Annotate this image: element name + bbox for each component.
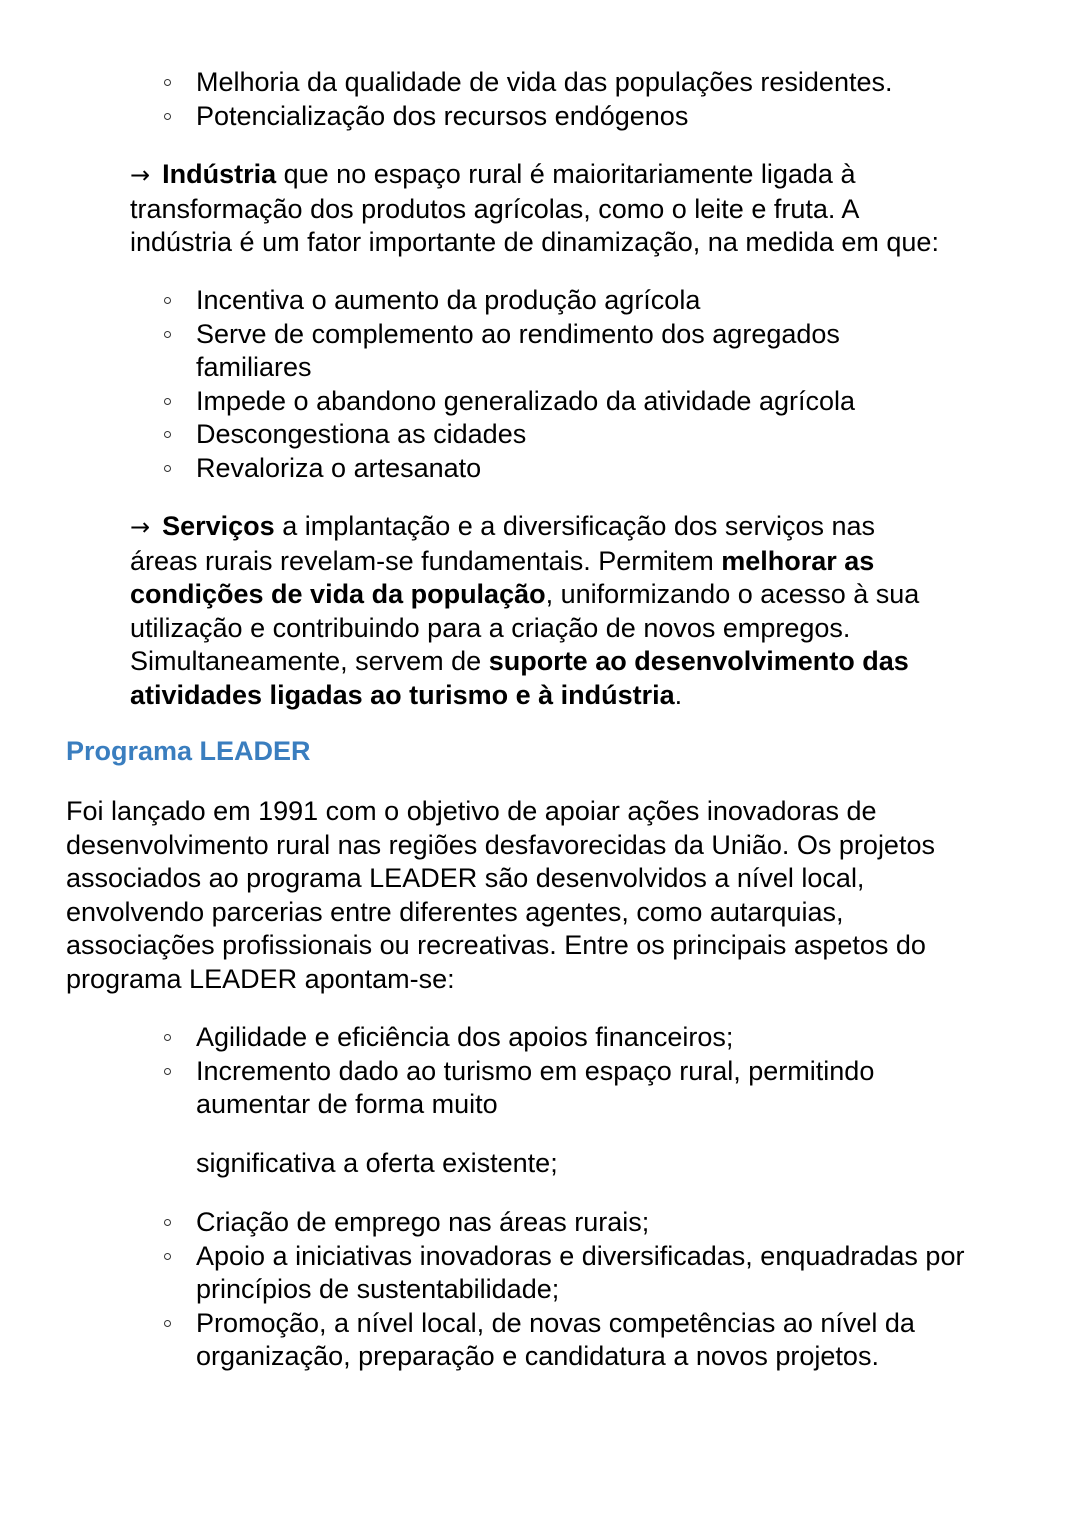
text-span: transformação dos produtos agrícolas, como o leite e fruta. A <box>130 193 860 224</box>
list-item-text: Descongestiona as cidades <box>196 419 527 450</box>
leader-paragraph <box>66 795 1026 997</box>
hollow-bullet-icon <box>164 1253 171 1260</box>
bold-span: atividades ligadas ao turismo e à indústria <box>130 679 675 710</box>
hollow-bullet-icon <box>164 431 171 438</box>
hollow-bullet-icon <box>164 79 171 86</box>
text-line: associados ao programa LEADER são desenvolvidos a nível local, <box>66 863 865 894</box>
list-item-text: Serve de complemento ao rendimento dos agregados familiares <box>196 318 840 383</box>
servicos-paragraph <box>130 510 1030 713</box>
list-item-text: Incremento dado ao turismo em espaço rural, permitindo aumentar de forma muito <box>196 1055 875 1120</box>
list-item <box>160 385 900 419</box>
leader-bullet-list-a <box>160 1021 940 1122</box>
list-item-text: Criação de emprego nas áreas rurais; <box>196 1207 650 1237</box>
list-item-text: Apoio a iniciativas inovadoras e diversificadas, enquadradas por princípios de sustentabilidade; <box>196 1240 965 1305</box>
list-item <box>160 452 900 486</box>
bold-span: suporte ao desenvolvimento das <box>488 646 909 677</box>
right-arrow-icon: → <box>130 513 151 541</box>
hollow-bullet-icon <box>164 1320 171 1327</box>
hollow-bullet-icon <box>164 331 171 338</box>
hollow-bullet-icon <box>164 1219 171 1226</box>
leader-bullet-list-b <box>160 1206 980 1374</box>
list-continuation-text: significativa a oferta existente; <box>196 1148 558 1178</box>
text-span: . <box>674 679 683 710</box>
hollow-bullet-icon <box>164 465 171 472</box>
top-bullet-list <box>160 66 980 133</box>
list-item-text: Impede o abandono generalizado da atividade agrícola <box>196 385 855 416</box>
list-item-text: Revaloriza o artesanato <box>196 452 482 483</box>
industria-bullet-list <box>160 284 900 486</box>
hollow-bullet-icon <box>164 297 171 304</box>
text-span: áreas rurais revelam-se fundamentais. Permitem <box>130 545 722 576</box>
bold-span: condições de vida da população <box>130 579 546 610</box>
list-item <box>160 1240 980 1307</box>
list-item-text: Incentiva o aumento da produção agrícola <box>196 285 701 315</box>
text-line: Foi lançado em 1991 com o objetivo de apoiar ações inovadoras de <box>66 796 877 826</box>
text-line: associações profissionais ou recreativas. Entre os principais aspetos do <box>66 930 926 961</box>
text-span: Simultaneamente, servem de <box>130 646 489 677</box>
right-arrow-icon: → <box>130 161 151 189</box>
list-item <box>160 284 900 318</box>
section-heading: Programa LEADER <box>66 736 311 766</box>
list-item <box>160 66 980 100</box>
text-line: envolvendo parcerias entre diferentes agentes, como autarquias, <box>66 896 844 927</box>
industria-term: Indústria <box>162 159 277 189</box>
industria-paragraph <box>130 158 1030 260</box>
text-span: a implantação e a diversificação dos serviços nas <box>274 511 875 541</box>
list-item-text: Promoção, a nível local, de novas competências ao nível da organização, preparação e candidatura a novos projetos. <box>196 1307 915 1372</box>
bold-span: melhorar as <box>721 545 875 576</box>
list-item <box>160 1206 980 1240</box>
text-span: que no espaço rural é maioritariamente ligada à <box>276 159 856 189</box>
text-span: , uniformizando o acesso à sua <box>545 579 920 610</box>
hollow-bullet-icon <box>164 398 171 405</box>
list-item <box>160 418 900 452</box>
servicos-term: Serviços <box>162 511 275 541</box>
hollow-bullet-icon <box>164 1034 171 1041</box>
text-line: desenvolvimento rural nas regiões desfavorecidas da União. Os projetos <box>66 829 935 860</box>
text-span: indústria é um fator importante de dinamização, na medida em que: <box>130 227 939 258</box>
list-item-text: Potencialização dos recursos endógenos <box>196 100 689 131</box>
list-item <box>160 318 900 385</box>
text-line: programa LEADER apontam-se: <box>66 963 455 994</box>
list-item-text: Melhoria da qualidade de vida das populações residentes. <box>196 67 893 97</box>
list-item <box>160 1307 980 1374</box>
list-item-text: Agilidade e eficiência dos apoios financeiros; <box>196 1022 734 1052</box>
list-item <box>160 100 980 134</box>
text-span: utilização e contribuindo para a criação de novos empregos. <box>130 612 851 643</box>
list-item <box>160 1055 940 1122</box>
list-item <box>160 1021 940 1055</box>
hollow-bullet-icon <box>164 1068 171 1075</box>
hollow-bullet-icon <box>164 113 171 120</box>
